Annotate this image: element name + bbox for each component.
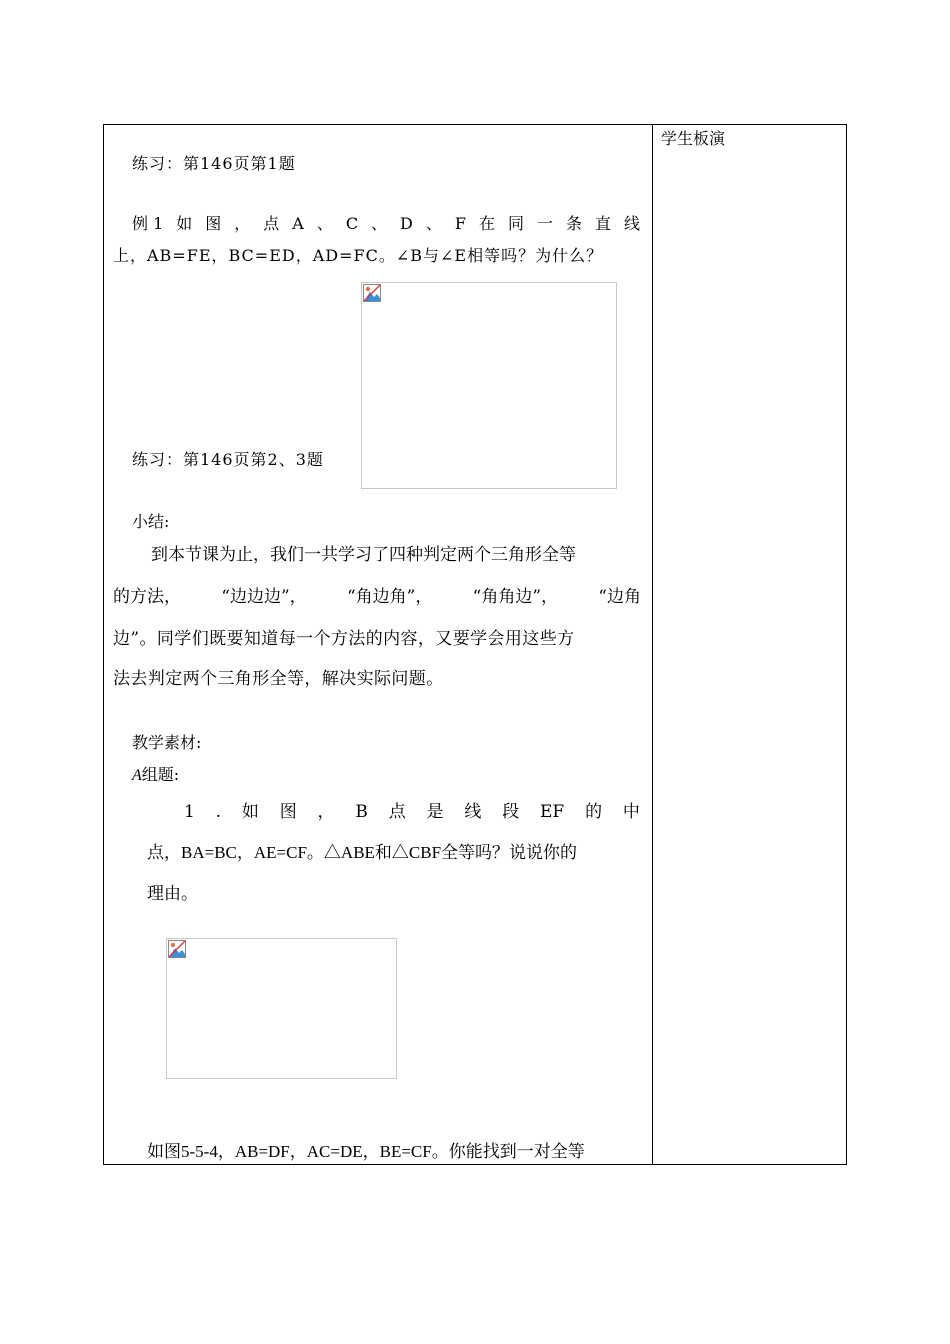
question-word: EF	[540, 802, 565, 822]
example-1-line-1	[132, 214, 640, 234]
question-word: 中	[622, 802, 640, 822]
summary-text: 到本节课为止，我们一共学习了四种判定两个三角形全等	[151, 545, 576, 565]
summary-word: “角边角”，	[346, 587, 433, 607]
example-word: ，	[234, 214, 251, 233]
broken-image-icon	[363, 284, 381, 302]
summary-word: “角角边”，	[472, 587, 559, 607]
question-word: 的	[585, 802, 603, 822]
example-word: 一	[536, 214, 553, 233]
figure-placeholder	[361, 282, 617, 489]
example-word: F	[454, 214, 466, 233]
example-word: 图	[205, 214, 222, 233]
example-word: 、	[425, 214, 442, 233]
last-line: 如图5-5-4，AB=DF，AC=DE，BE=CF。你能找到一对全等	[147, 1142, 585, 1161]
practice-2: 练习：第146页第2、3题	[132, 450, 324, 469]
question-1-line-1	[184, 802, 640, 822]
question-word: .	[215, 802, 222, 822]
group-letter: A	[132, 767, 142, 784]
column-divider	[652, 125, 653, 1164]
example-word: 、	[371, 214, 388, 233]
question-word: 如	[241, 802, 259, 822]
question-word: 线	[464, 802, 482, 822]
question-word: ，	[317, 802, 335, 822]
question-word: B	[355, 802, 368, 822]
example-word: C	[345, 214, 359, 233]
summary-line-2	[113, 587, 641, 607]
practice-1: 练习：第146页第1题	[132, 154, 296, 173]
example-word: 在	[478, 214, 495, 233]
summary-line-3: 边”。同学们既要知道每一个方法的内容，又要学会用这些方	[113, 629, 575, 649]
question-1-line-2: 点，BA=BC，AE=CF。△ABE和△CBF全等吗？说说你的	[147, 843, 578, 862]
group-a-title	[132, 765, 179, 786]
example-word: 点	[263, 214, 280, 233]
materials-title: 教学素材:	[132, 733, 202, 752]
example-word: 如	[176, 214, 193, 233]
question-word: 段	[502, 802, 520, 822]
summary-line-1	[151, 545, 640, 565]
summary-word: 的方法，	[113, 587, 181, 607]
question-word: 图	[279, 802, 297, 822]
example-word: 条	[565, 214, 582, 233]
question-word: 是	[426, 802, 444, 822]
summary-word: “边角	[598, 587, 641, 607]
example-word: 、	[316, 214, 333, 233]
group-label: 组题:	[141, 765, 180, 784]
question-1-line-3: 理由。	[147, 884, 198, 904]
question-word: 1	[184, 802, 195, 822]
summary-word: “边边边”，	[221, 587, 307, 607]
question-word: 点	[388, 802, 406, 822]
summary-title: 小结:	[132, 512, 170, 531]
example-word: 线	[623, 214, 640, 233]
example-1-line-2: 上，AB=FE，BC=ED，AD=FC。∠B与∠E相等吗？为什么？	[113, 246, 604, 265]
example-word: D	[400, 214, 413, 233]
figure-placeholder-2	[166, 938, 397, 1079]
broken-image-icon	[168, 940, 186, 958]
right-column-note: 学生板演	[661, 129, 726, 148]
example-word: A	[292, 214, 304, 233]
example-word: 直	[594, 214, 611, 233]
summary-line-4: 法去判定两个三角形全等，解决实际问题。	[113, 669, 444, 689]
example-word: 例 1	[132, 214, 164, 233]
example-word: 同	[507, 214, 524, 233]
